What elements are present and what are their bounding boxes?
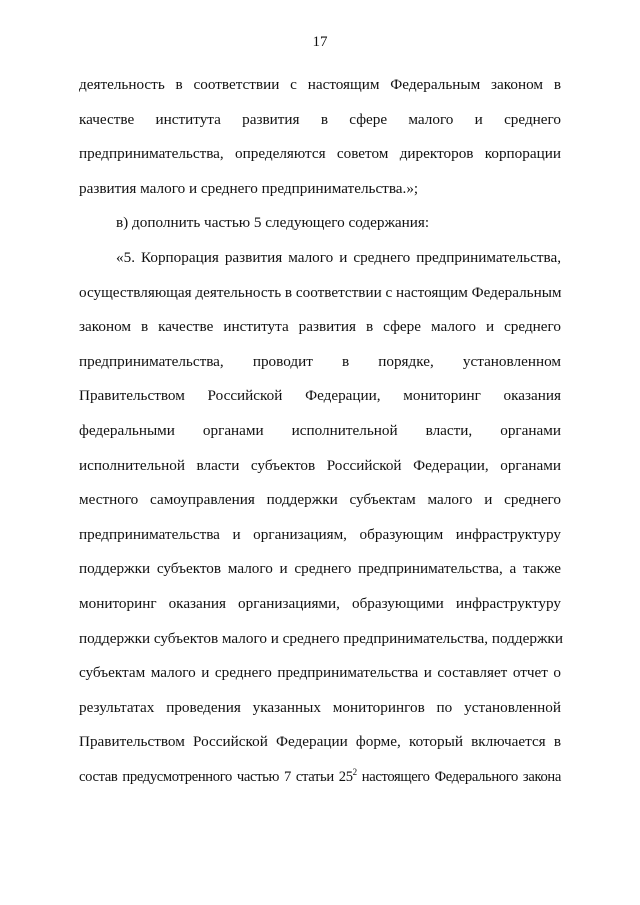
document-body — [79, 72, 561, 798]
text-line: развития малого и среднего предпринимательства.»; — [79, 179, 419, 197]
page-number: 17 — [312, 34, 328, 50]
text-line: предпринимательства и организациям, образующим инфраструктуру — [79, 525, 561, 543]
text-segment: настоящего Федерального закона — [356, 768, 562, 785]
text-line: мониторинг оказания организациями, образующими инфраструктуру — [79, 594, 561, 612]
text-line: осуществляющая деятельность в соответствии с настоящим Федеральным — [79, 283, 562, 301]
text-line: поддержки субъектов малого и среднего предпринимательства, а также — [79, 560, 561, 578]
text-line: федеральными органами исполнительной власти, органами — [79, 421, 561, 439]
text-line: результатах проведения указанных мониторингов по установленной — [79, 698, 561, 716]
text-line: Правительством Российской Федерации, мониторинг оказания — [79, 387, 561, 405]
text-line: законом в качестве института развития в сфере малого и среднего — [79, 318, 561, 336]
amendment-heading: в) дополнить частью 5 следующего содержания: — [116, 214, 430, 232]
text-line: качестве института развития в сфере малого и среднего — [79, 110, 561, 128]
text-line: предпринимательства, определяются советом директоров корпорации — [79, 145, 561, 163]
text-line: предпринимательства, проводит в порядке, установленном — [79, 352, 561, 370]
text-line: Правительством Российской Федерации форме, который включается в — [79, 733, 561, 751]
text-line: исполнительной власти субъектов Российской Федерации, органами — [79, 456, 561, 474]
text-segment: состав предусмотренного частью 7 статьи 25 — [79, 768, 353, 785]
text-line: субъектам малого и среднего предпринимательства и составляет отчет о — [79, 664, 561, 682]
text-line: «5. Корпорация развития малого и среднего предпринимательства, — [116, 248, 561, 266]
article-superscript: 2 — [352, 766, 357, 777]
text-line: деятельность в соответствии с настоящим Федеральным законом в — [79, 76, 561, 93]
text-line-with-superscript — [79, 764, 561, 799]
text-line: поддержки субъектов малого и среднего предпринимательства, поддержки — [79, 629, 563, 647]
text-line: местного самоуправления поддержки субъектам малого и среднего — [79, 491, 561, 509]
